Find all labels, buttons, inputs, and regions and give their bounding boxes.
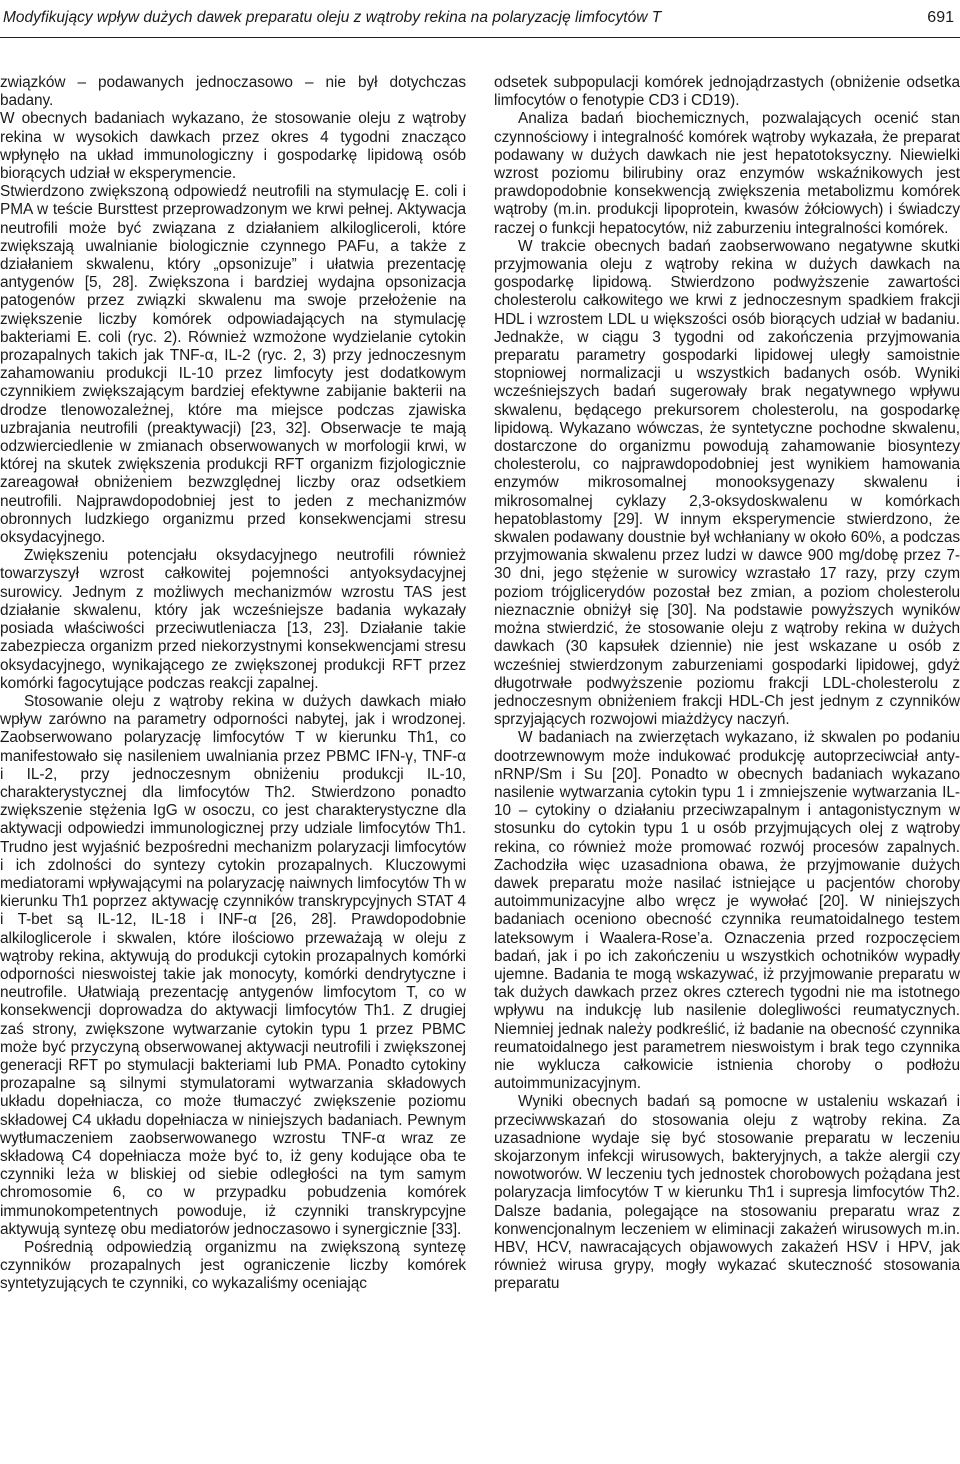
paragraph: W badaniach na zwierzętach wykazano, iż skwalen po podaniu dootrzewnowym może indukować produkcję autoprzeciwciał anty-nRNP/Sm i Su [20]. Ponadto w obecnych badaniach wykazano nasilenie wytwarzania cytokin typu 1 i zmniejszenie wytwarzania IL-10 – cytokiny o działaniu przeciwzapalnym i antagonistycznym w stosunku do cytokin typu 1 u osób przyjmujących olej z wątroby rekina, co również może promować rozwój procesów zapalnych. Zachodziła więc uzasadniona obawa, że przyjmowanie dużych dawek preparatu może nasilać istniejące u pacjentów choroby autoimmunizacyjne albo wręcz je wywołać [20]. W niniejszych badaniach oceniono obecność czynnika reumatoidalnego testem lateksowym i Waalera-Rose’a. Oznaczenia przed rozpoczęciem badań, jak i po ich zakończeniu u wszystkich ochotników wypadły ujemne. Badania te mogą wskazywać, iż przyjmowanie preparatu w tak dużych dawkach przez okres czterech tygodni nie ma istotnego wpływu na indukcję lub nasilenie dolegliwości reumatycznych. Niemniej jednak należy podkreślić, iż badanie na obecność czynnika reumatoidalnego jest parametrem nieswoistym i brak tego czynnika nie wyklucza całkowicie istnienia choroby o podłożu autoimmunizacyjnym. bbox=[494, 729, 960, 1093]
paragraph: Analiza badań biochemicznych, pozwalających ocenić stan czynnościowy i integralność komórek wątroby wykazała, że preparat podawany w dużych dawkach nie jest hepatotoksyczny. Niewielki wzrost poziomu bilirubiny oraz enzymów wskaźnikowych jest prawdopodobnie konsekwencją zwiększenia metabolizmu komórek wątroby (m.in. produkcji lipoprotein, kwasów żółciowych) i świadczy raczej o funkcji hepatocytów, niż zaburzeniu integralności komórek. bbox=[494, 110, 960, 237]
header-rule bbox=[0, 37, 960, 38]
paragraph: Stosowanie oleju z wątroby rekina w dużych dawkach miało wpływ zarówno na parametry odporności nabytej, jak i wrodzonej. Zaobserwowano polaryzację limfocytów T w kierunku Th1, co manifestowało się nasileniem uwalniania przez PBMC IFN-γ, TNF-α i IL-2, przy jednoczesnym obniżeniu produkcji IL-10, charakterystycznej dla limfocytów Th2. Stwierdzono ponadto zwiększenie stężenia IgG w osoczu, co jest charakterystyczne dla aktywacji odpowiedzi immunologicznej przy udziale limfocytów Th1. Trudno jest wyjaśnić bezpośredni mechanizm polaryzacji limfocytów i ich zdolności do syntezy cytokin prozapalnych. Kluczowymi mediatorami wpływającymi na polaryzację naiwnych limfocytów Th w kierunku Th1 poprzez aktywację czynników transkrypcyjnych STAT 4 i T-bet są IL-12, IL-18 i INF-α [26, 28]. Prawdopodobnie alkiloglicerole i skwalen, które ilościowo przeważają w oleju z wątroby rekina, aktywują do produkcji cytokin prozapalnych komórki odporności nieswoistej takie jak monocyty, komórki dendrytyczne i neutrofile. Ułatwiają prezentację antygenów limfocytom T, co w konsekwencji doprowadza do aktywacji limfocytów Th1. Z drugiej zaś strony, zwiększone wytwarzanie cytokin typu 1 przez PBMC może być przyczyną obserwowanej aktywacji neutrofili i zwiększonej generacji RFT po stymulacji bakteriami lub PMA. Ponadto cytokiny prozapalne są silnymi stymulatorami wytwarzania składowych układu dopełniacza, co może tłumaczyć zwiększenie poziomu składowej C4 układu dopełniacza w niniejszych badaniach. Pewnym wytłumaczeniem zaobserwowanego wzrostu TNF-α wraz ze składową C4 dopełniacza może być to, iż geny kodujące oba te czynniki leża w bliskiej od siebie odległości na tym samym chromosomie 6, co w przypadku pobudzenia komórek immunokompetentnych powoduje, iż czynniki transkrypcyjne aktywują syntezę obu mediatorów jednoczasowo i synergicznie [33]. bbox=[0, 692, 466, 1238]
right-column bbox=[494, 74, 960, 1464]
running-header bbox=[0, 0, 960, 36]
left-column bbox=[0, 74, 466, 1464]
running-title: Modyfikujący wpływ dużych dawek preparatu oleju z wątroby rekina na polaryzację limfocytów T bbox=[3, 9, 662, 26]
paragraph: Zwiększeniu potencjału oksydacyjnego neutrofili również towarzyszył wzrost całkowitej pojemności antyoksydacyjnej surowicy. Jednym z możliwych mechanizmów wzrostu TAS jest działanie skwalenu, który jak wcześniejsze badania wykazały posiada właściwości przeciwutleniacza [13, 23]. Działanie takie zabezpiecza organizm przed niekorzystnymi konsekwencjami stresu oksydacyjnego, wynikającego ze zwiększonej produkcji RFT przez komórki fagocytujące podczas reakcji zapalnej. bbox=[0, 547, 466, 692]
paragraph: Wyniki obecnych badań są pomocne w ustaleniu wskazań i przeciwwskazań do stosowania oleju z wątroby rekina. Za uzasadnione wydaje się być stosowanie preparatu w leczeniu skojarzonym infekcji wirusowych, bakteryjnych, a także alergii czy nowotworów. W leczeniu tych jednostek chorobowych pożądana jest polaryzacja limfocytów T w kierunku Th1 i supresja limfocytów Th2. Dalsze badania, polegające na stosowaniu preparatu wraz z konwencjonalnym leczeniem w eliminacji zakażeń wirusowych m.in. HBV, HCV, nawracających objawowych zakażeń HSV i HPV, jak również wirusa grypy, mogły wykazać skuteczność stosowania preparatu bbox=[494, 1093, 960, 1293]
paragraph: W trakcie obecnych badań zaobserwowano negatywne skutki przyjmowania oleju z wątroby rekina w dużych dawkach na gospodarkę lipidową. Stwierdzono podwyższenie zawartości cholesterolu całkowitego we krwi z jednoczesnym spadkiem frakcji HDL i wzrostem LDL u większości osób biorących udział w badaniu. Jednakże, w ciągu 3 tygodni od zakończenia przyjmowania preparatu parametry gospodarki lipidowej uległy samoistnie stopniowej normalizacji u wszystkich badanych osób. Wyniki wcześniejszych badań sugerowały brak negatywnego wpływu skwalenu, będącego prekursorem cholesterolu, na gospodarkę lipidową. Wykazano wówczas, że syntetyczne pochodne skwalenu, dostarczone do organizmu powodują zahamowanie biosyntezy cholesterolu, co najprawdopodobniej jest wynikiem hamowania enzymów mikrosomalnej monooksygenazy skwalenu i mikrosomalnej cyklazy 2,3-oksydoskwalenu w komórkach hepatoblastomy [29]. W innym eksperymencie stwierdzono, że skwalen podawany doustnie był wchłaniany w około 60%, a podczas przyjmowania skwalenu przez ludzi w dawce 900 mg/dobę przez 7-30 dni, jego stężenie w surowicy wzrastało 17 razy, przy czym poziom trójglicerydów pozostał bez zmian, a poziom cholesterolu nieznacznie obniżył się [30]. Na podstawie powyższych wyników można stwierdzić, że stosowanie oleju z wątroby rekina w dużych dawkach (30 kapsułek dziennie) nie jest wskazane u osób z wcześniej stwierdzonym zaburzeniami gospodarki lipidowej, gdyż długotrwałe podwyższenie poziomu frakcji LDL-cholesterolu z jednoczesnym obniżeniem frakcji HDL-Ch jest jednym z czynników sprzyjających rozwojowi miażdżycy naczyń. bbox=[494, 237, 960, 729]
paragraph: odsetek subpopulacji komórek jednojądrzastych (obniżenie odsetka limfocytów o fenotypie CD3 i CD19). bbox=[494, 74, 960, 110]
paragraph: W obecnych badaniach wykazano, że stosowanie oleju z wątroby rekina w wysokich dawkach przez okres 4 tygodni znacząco wpłynęło na układ immunologiczny i gospodarkę lipidową osób biorących udział w eksperymencie. bbox=[0, 110, 466, 183]
paragraph: Pośrednią odpowiedzią organizmu na zwiększoną syntezę czynników prozapalnych jest ograniczenie liczby komórek syntetyzujących te czynniki, co wykazaliśmy oceniając bbox=[0, 1239, 466, 1293]
paragraph: Stwierdzono zwiększoną odpowiedź neutrofili na stymulację E. coli i PMA w teście Bursttest przeprowadzonym we krwi pełnej. Aktywacja neutrofili może być związana z działaniem alkiloglicerolі, które zwiększają uwalnianie biologicznie czynnego PAFu, a także z działaniem skwalenu, który „opsonizuje” i ułatwia prezentację antygenów [5, 28]. Zwiększona i bardziej wydajna opsonizacja patogenów przez związki skwalenu ma swoje przełożenie na zwiększenie liczby komórek odpowiadających na stymulację bakteriami E. coli (ryc. 2). Również wzmożone wydzielanie cytokin prozapalnych takich jak TNF-α, IL-2 (ryc. 2, 3) przy jednoczesnym zahamowaniu produkcji IL-10 przez limfocyty jest dodatkowym czynnikiem zwiększającym bardziej efektywne zabijanie bakterii na drodze tlenowozależnej, które ma miejsce podczas zjawiska uzbrajania neutrofili (preaktywacji) [23, 32]. Obserwacje te mają odzwierciedlenie w zmianach obserwowanych w morfologii krwi, w której na skutek zwiększenia produkcji RFT organizm fizjologicznie zareagował obniżeniem bezwzględnej liczby oraz odsetkiem neutrofili. Najprawdopodobniej jest to jeden z mechanizmów obronnych ludzkiego organizmu przed konsekwencjami stresu oksydacyjnego. bbox=[0, 183, 466, 547]
page-number: 691 bbox=[927, 9, 954, 26]
paragraph: związków – podawanych jednoczasowo – nie był dotychczas badany. bbox=[0, 74, 466, 110]
